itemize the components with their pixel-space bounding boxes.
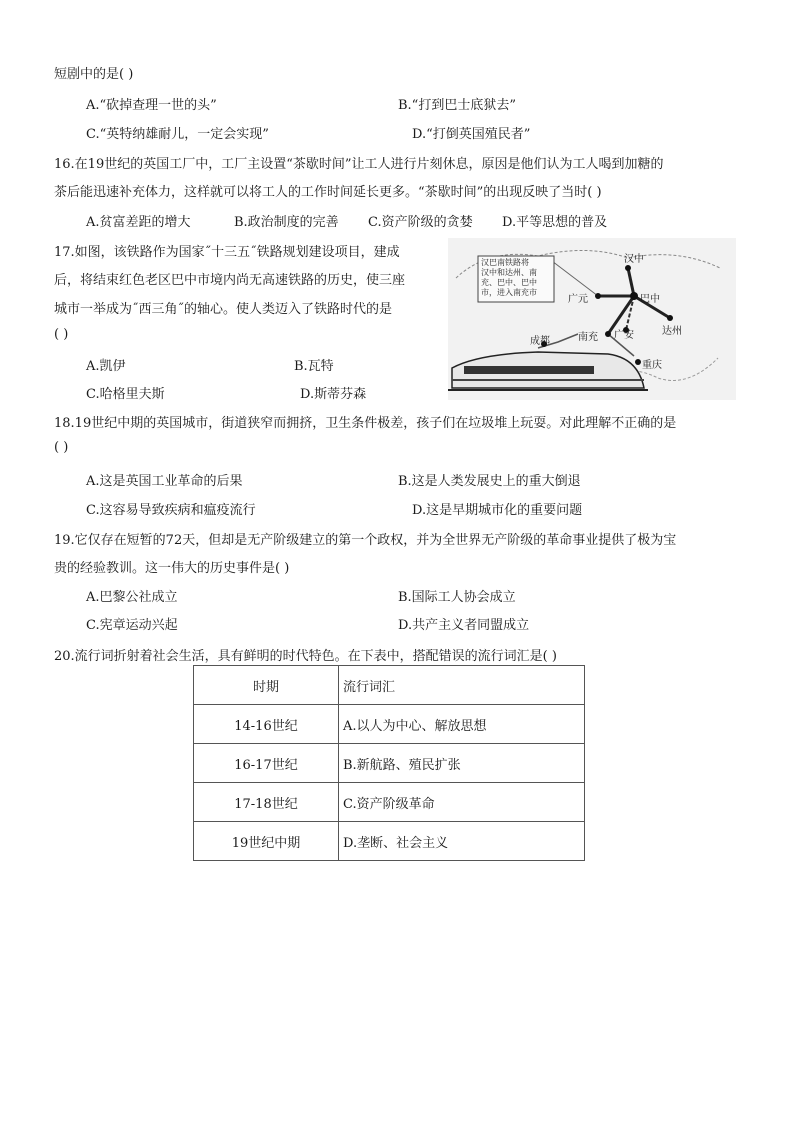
map-city-label: 汉中 [624, 254, 644, 265]
q18-option-c[interactable]: C.这容易导致疾病和瘟疫流行 [86, 503, 256, 518]
q17-stem-line-4: ( ) [54, 327, 69, 342]
q17-option-c[interactable]: C.哈格里夫斯 [86, 387, 165, 402]
q16-option-c[interactable]: C.资产阶级的贪婪 [368, 215, 473, 230]
table-cell-period: 17-18世纪 [194, 783, 339, 822]
q20-stem: 20.流行词折射着社会生活，具有鲜明的时代特色。在下表中，搭配错误的流行词汇是( ) [54, 649, 557, 664]
q15-stem-continuation: 短剧中的是( ) [54, 67, 134, 82]
q17-stem-line-2: 后，将结束红色老区巴中市境内尚无高速铁路的历史，使三座 [54, 273, 406, 288]
q19-stem-line-2: 贵的经验教训。这一伟大的历史事件是( ) [54, 561, 290, 576]
q19-stem-line-1: 19.它仅存在短暂的72天，但却是无产阶级建立的第一个政权，并为全世界无产阶级的革命事业提供了极为宝 [54, 533, 677, 548]
q17-option-b[interactable]: B.瓦特 [294, 359, 334, 374]
map-city-label: 重庆 [642, 360, 662, 371]
map-city-label: 达州 [662, 326, 682, 337]
q19-option-d[interactable]: D.共产主义者同盟成立 [398, 618, 530, 633]
map-note-line: 充、巴中、巴中 [481, 278, 537, 287]
map-city-label: 南充 [578, 332, 598, 343]
q16-option-d[interactable]: D.平等思想的普及 [502, 215, 608, 230]
map-note-line: 市，进入南充市 [481, 288, 537, 297]
q18-option-a[interactable]: A.这是英国工业革命的后果 [86, 474, 243, 489]
q18-option-d[interactable]: D.这是早期城市化的重要问题 [412, 503, 583, 518]
table-cell-period: 16-17世纪 [194, 744, 339, 783]
table-cell-terms[interactable]: B.新航路、殖民扩张 [339, 744, 585, 783]
q18-stem-line-1: 18.19世纪中期的英国城市，街道狭窄而拥挤，卫生条件极差，孩子们在垃圾堆上玩耍。对此理解不正确的是 [54, 416, 677, 431]
q15-option-a[interactable]: A.“砍掉查理一世的头” [86, 98, 217, 113]
q15-option-b[interactable]: B.“打到巴士底狱去” [398, 98, 516, 113]
q16-option-a[interactable]: A.贫富差距的增大 [86, 215, 191, 230]
q19-option-b[interactable]: B.国际工人协会成立 [398, 590, 516, 605]
table-cell-terms[interactable]: C.资产阶级革命 [339, 783, 585, 822]
q17-option-d[interactable]: D.斯蒂芬森 [300, 387, 367, 402]
q17-stem-line-3: 城市一举成为˝西三角˝的轴心。使人类迈入了铁路时代的是 [54, 302, 393, 317]
q16-option-b[interactable]: B.政治制度的完善 [234, 215, 339, 230]
table-cell-period: 14-16世纪 [194, 705, 339, 744]
table-cell-terms[interactable]: D.垄断、社会主义 [339, 822, 585, 861]
table-row [194, 783, 585, 822]
q19-option-a[interactable]: A.巴黎公社成立 [86, 590, 178, 605]
q15-option-c[interactable]: C.“英特纳雄耐儿，一定会实现” [86, 127, 269, 142]
map-note-line: 汉中和达州、南 [481, 268, 537, 277]
q19-option-c[interactable]: C.宪章运动兴起 [86, 618, 178, 633]
q16-stem-line-2: 茶后能迅速补充体力，这样就可以将工人的工作时间延长更多。“茶歇时间”的出现反映了当时( ) [54, 185, 602, 200]
q15-option-d[interactable]: D.“打倒英国殖民者” [412, 127, 531, 142]
q17-stem-line-1: 17.如图，该铁路作为国家˝十三五˝铁路规划建设项目，建成 [54, 245, 400, 260]
map-city-label: 广安 [614, 330, 634, 341]
map-city-label: 广元 [568, 294, 588, 305]
table-header-cell: 时期 [194, 666, 339, 705]
table-cell-period: 19世纪中期 [194, 822, 339, 861]
q18-option-b[interactable]: B.这是人类发展史上的重大倒退 [398, 474, 581, 489]
q20-table [193, 665, 585, 861]
table-header-row [194, 666, 585, 705]
map-city-label: 巴中 [640, 294, 660, 305]
map-city-label: 成都 [530, 336, 550, 347]
table-row [194, 822, 585, 861]
table-cell-terms[interactable]: A.以人为中心、解放思想 [339, 705, 585, 744]
railway-map-figure [448, 238, 736, 400]
map-note-line: 汉巴南铁路将 [481, 258, 529, 267]
q18-stem-line-2: ( ) [54, 440, 69, 455]
table-header-cell: 流行词汇 [339, 666, 585, 705]
q17-option-a[interactable]: A.凯伊 [86, 359, 126, 374]
q16-stem-line-1: 16.在19世纪的英国工厂中，工厂主设置“茶歇时间”让工人进行片刻休息，原因是他们认为工人喝到加糖的 [54, 157, 664, 172]
table-row [194, 705, 585, 744]
table-row [194, 744, 585, 783]
